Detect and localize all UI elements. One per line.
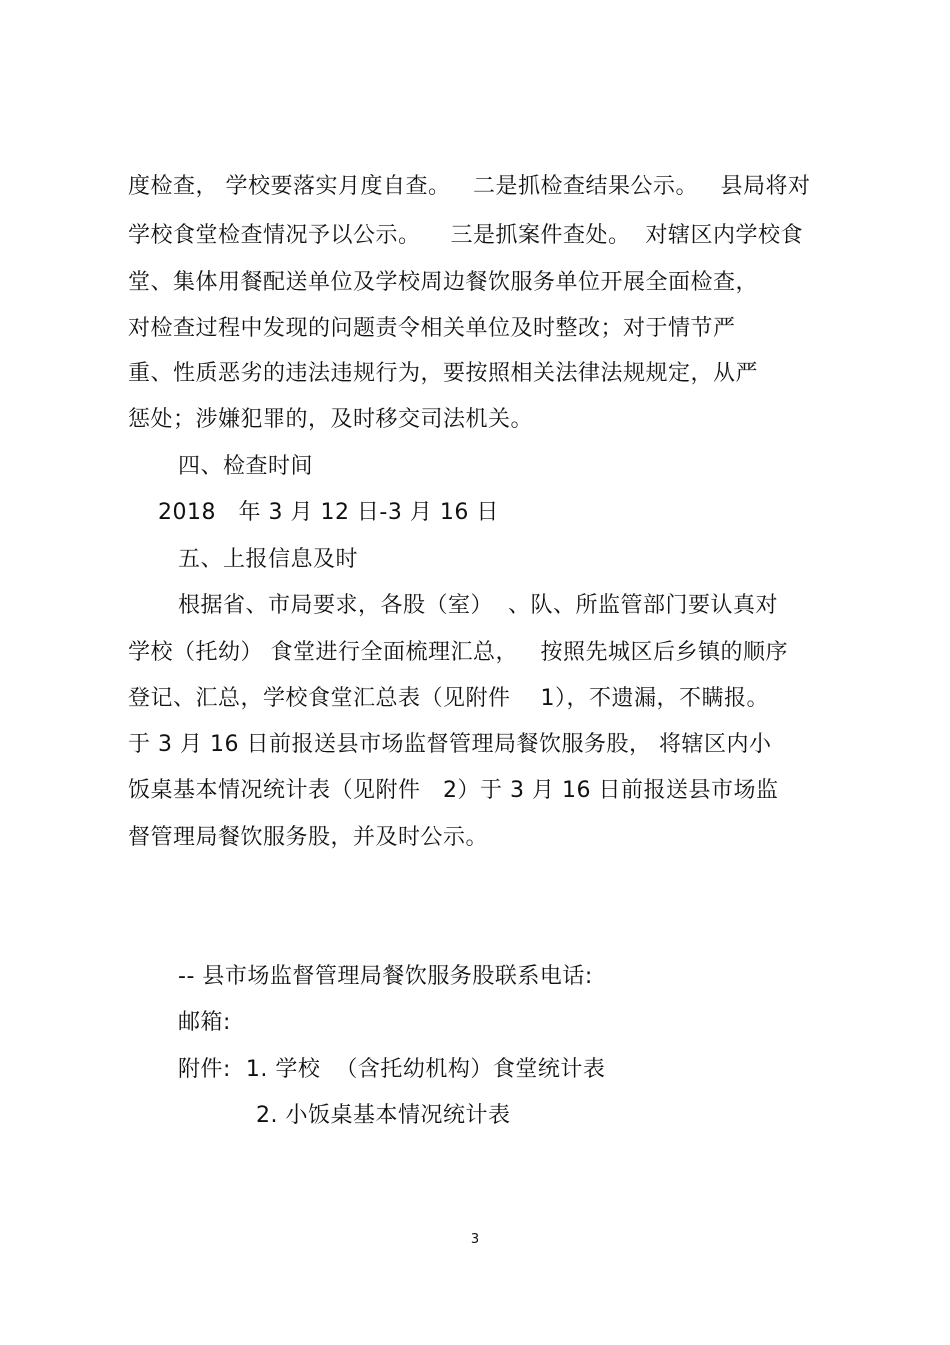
attachment-1: 附件: 1. 学校 （含托幼机构）食堂统计表 [178, 1057, 606, 1082]
body-line-2: 学校食堂检查情况予以公示。 三是抓案件查处。 对辖区内学校食 [128, 223, 803, 248]
section5-line-1: 根据省、市局要求，各股（室） 、队、所监管部门要认真对 [178, 593, 778, 618]
section5-line-6: 督管理局餐饮服务股，并及时公示。 [128, 825, 489, 850]
section5-line-5: 饭桌基本情况统计表（见附件 2）于 3 月 16 日前报送县市场监 [128, 778, 779, 803]
contact-email: 邮箱: [178, 1010, 231, 1035]
body-line-5: 重、性质恶劣的违法违规行为，要按照相关法律法规规定，从严 [128, 361, 759, 386]
body-line-1: 度检查， 学校要落实月度自查。 二是抓检查结果公示。 县局将对 [128, 174, 811, 199]
page-number: 3 [470, 1232, 480, 1247]
section4-heading: 四、检查时间 [178, 454, 314, 479]
contact-phone: -- 县市场监督管理局餐饮服务股联系电话: [178, 964, 593, 989]
section5-heading: 五、上报信息及时 [178, 547, 359, 572]
body-line-3: 堂、集体用餐配送单位及学校周边餐饮服务单位开展全面检查， [128, 270, 759, 295]
section5-line-4: 于 3 月 16 日前报送县市场监督管理局餐饮服务股， 将辖区内小 [128, 732, 772, 757]
section4-date: 2018 年 3 月 12 日-3 月 16 日 [158, 500, 499, 525]
section5-line-2: 学校（托幼） 食堂进行全面梳理汇总， 按照先城区后乡镇的顺序 [128, 640, 788, 665]
body-line-4: 对检查过程中发现的问题责令相关单位及时整改；对于情节严 [128, 316, 736, 341]
attachment-2: 2. 小饭桌基本情况统计表 [256, 1103, 511, 1128]
section5-line-3: 登记、汇总，学校食堂汇总表（见附件 1），不遗漏，不瞒报。 [128, 686, 769, 711]
body-line-6: 惩处；涉嫌犯罪的，及时移交司法机关。 [128, 407, 534, 432]
